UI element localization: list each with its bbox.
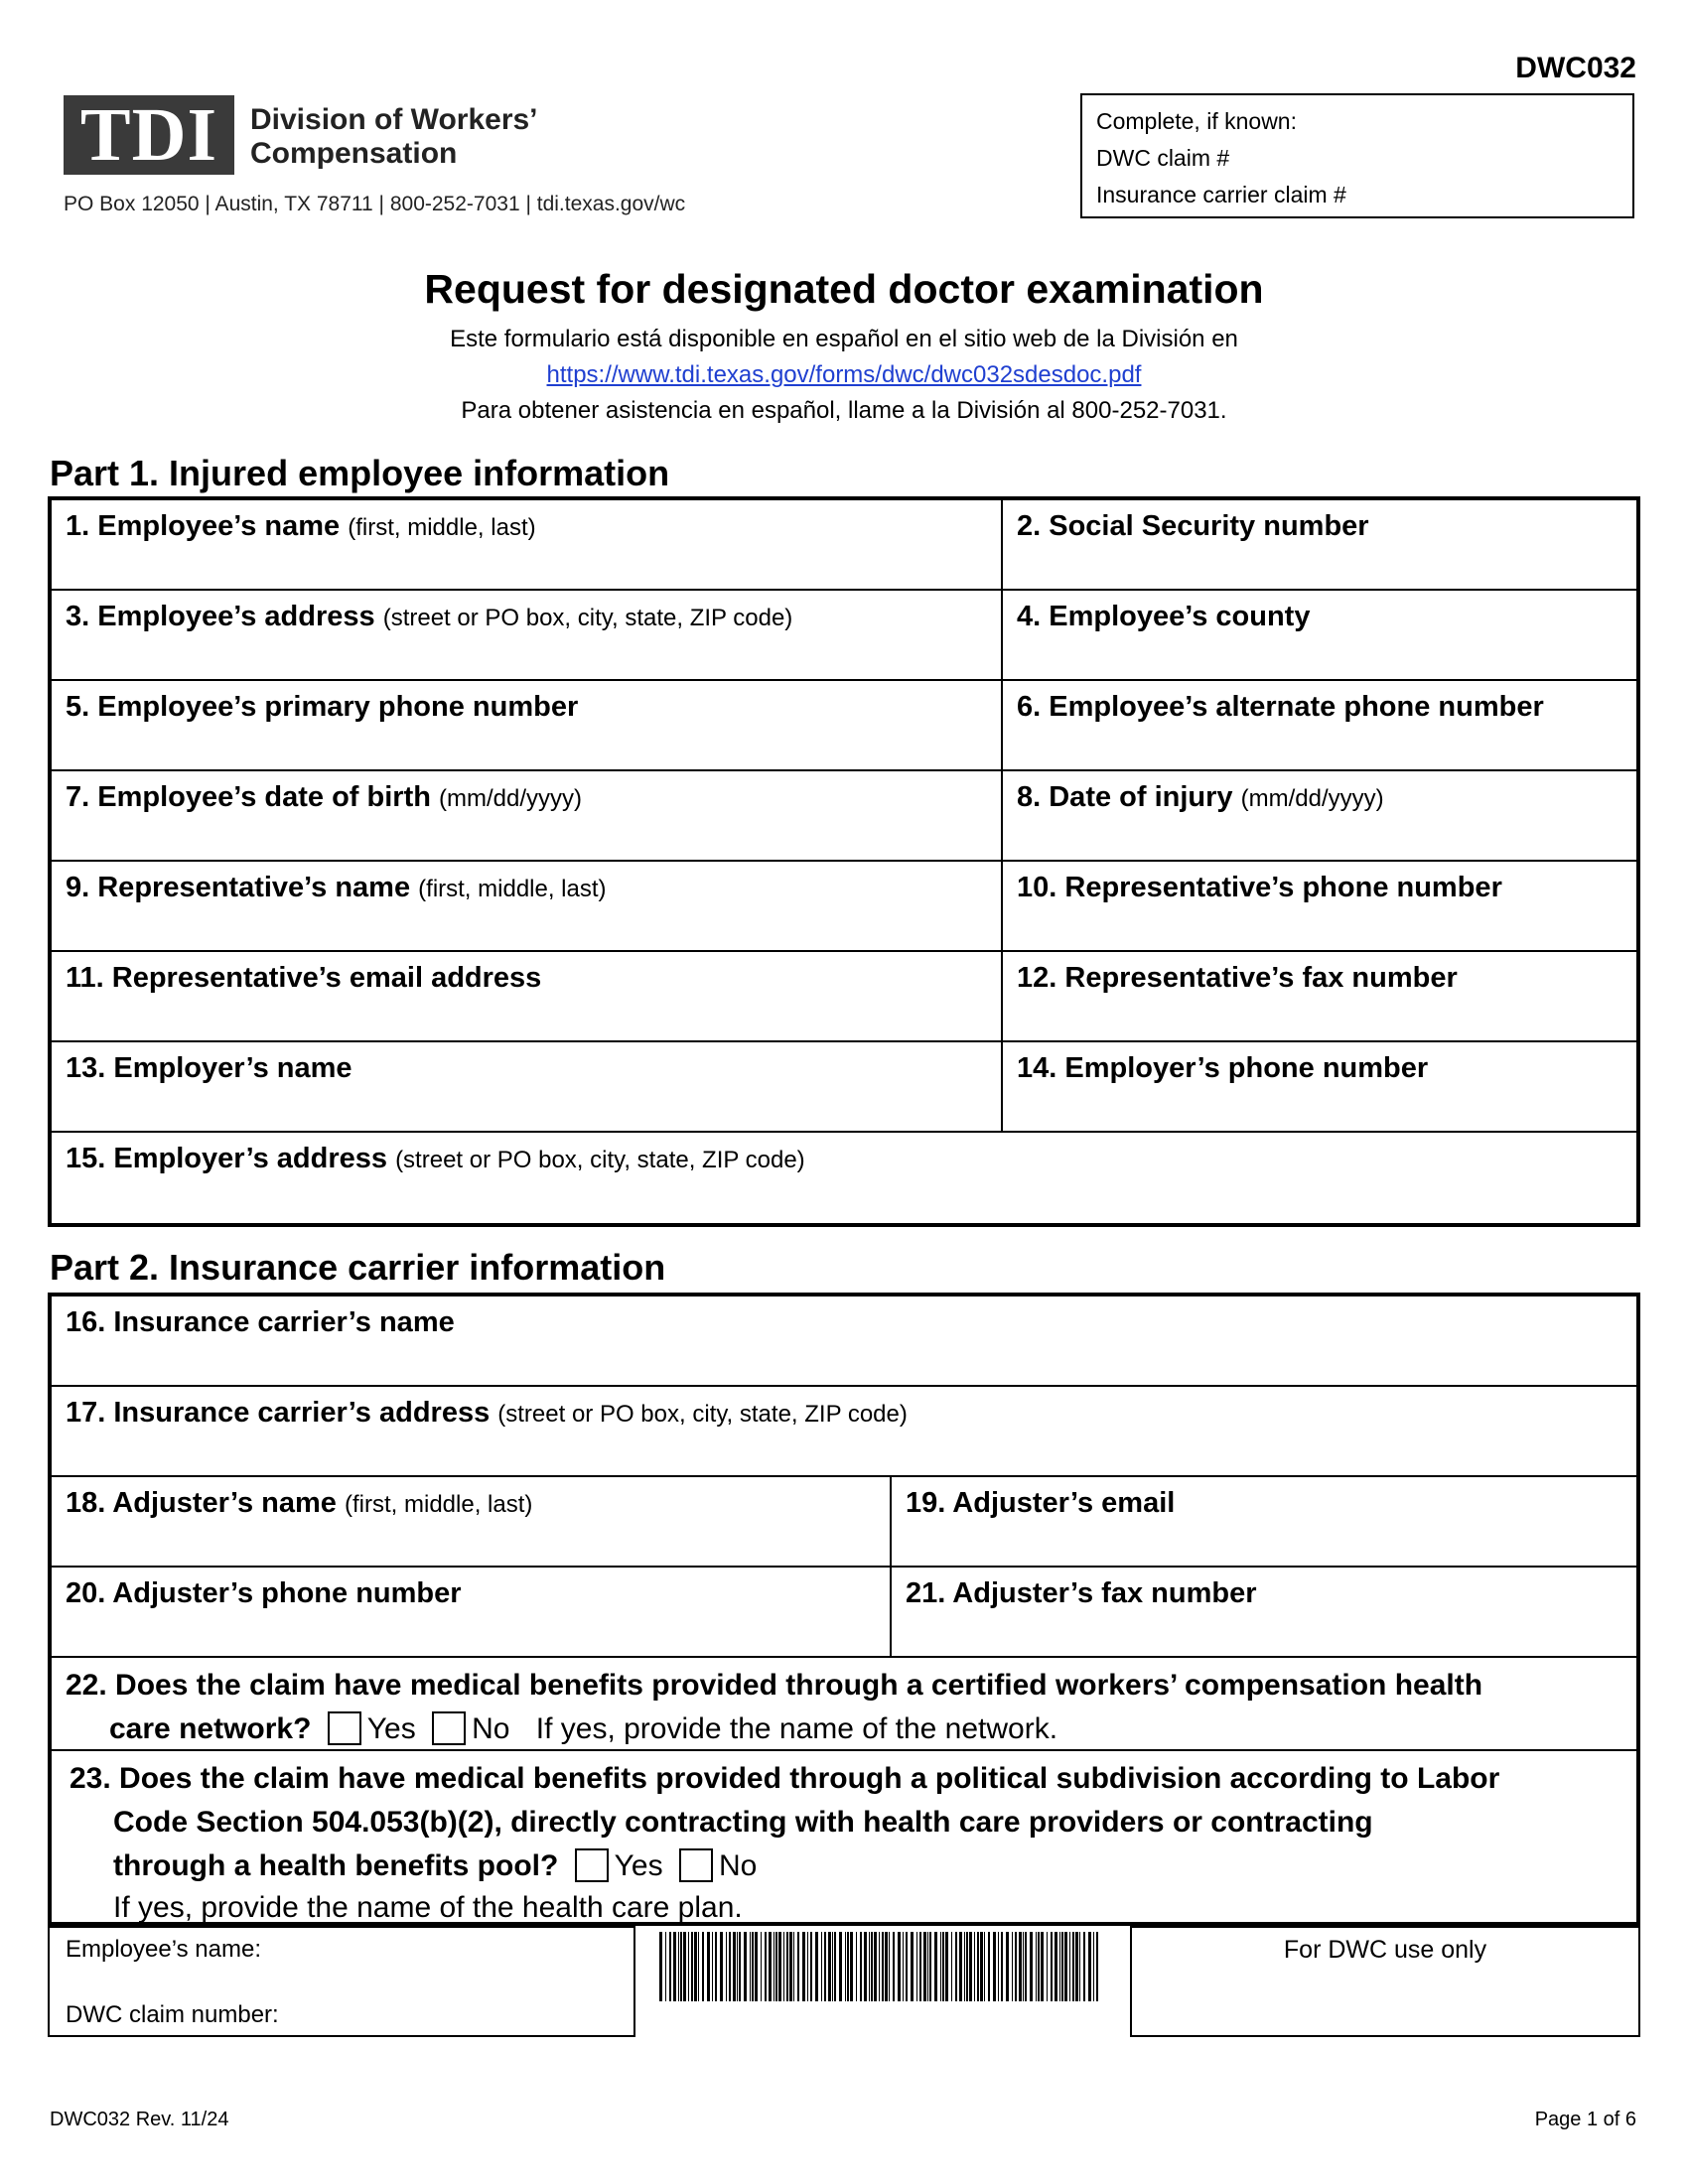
barcode-bar — [673, 1932, 676, 2001]
barcode-bar — [864, 1932, 867, 2001]
field-label: 8. Date of injury — [1017, 781, 1233, 813]
barcode-bar — [739, 1932, 741, 2001]
barcode-bar — [879, 1932, 880, 2001]
employer-phone-field[interactable] — [1003, 1042, 1636, 1133]
q23-no-label: No — [718, 1849, 758, 1882]
footer-employee-box — [48, 1926, 635, 2037]
barcode-bar — [834, 1932, 836, 2001]
barcode-bar — [916, 1932, 917, 2001]
barcode-bar — [959, 1932, 962, 2001]
field-label: 10. Representative’s phone number — [1017, 872, 1502, 903]
barcode-bar — [966, 1932, 968, 2001]
employee-address-field[interactable] — [52, 591, 1003, 681]
barcode-bar — [942, 1932, 944, 2001]
barcode-bar — [1012, 1932, 1013, 2001]
part1-table — [48, 496, 1640, 1227]
q23-yes-checkbox[interactable] — [575, 1848, 609, 1882]
employer-address-field[interactable] — [52, 1133, 1636, 1223]
field-label: 11. Representative’s email address — [66, 962, 542, 994]
barcode-bar — [755, 1932, 758, 2001]
barcode-bar — [850, 1932, 853, 2001]
barcode-bar — [815, 1932, 818, 2001]
claim-info-box — [1080, 93, 1634, 218]
barcode-bar — [702, 1932, 704, 2001]
barcode-bar — [802, 1932, 805, 2001]
dwc-use-only-label: For DWC use only — [1283, 1936, 1487, 1964]
barcode-bar — [669, 1932, 671, 2001]
q22-no-label: No — [472, 1712, 510, 1745]
part2-title: Part 2. Insurance carrier information — [50, 1247, 666, 1288]
barcode-bar — [807, 1932, 808, 2001]
barcode-bar — [778, 1932, 781, 2001]
barcode-bar — [1055, 1932, 1057, 2001]
field-label: 4. Employee’s county — [1017, 601, 1311, 632]
barcode-bar — [1069, 1932, 1070, 2001]
barcode-bar — [1061, 1932, 1063, 2001]
barcode-bar — [869, 1932, 870, 2001]
representative-fax-field[interactable] — [1003, 952, 1636, 1042]
field-label: 7. Employee’s date of birth — [66, 781, 431, 813]
field-label: 14. Employer’s phone number — [1017, 1052, 1429, 1084]
dwc-use-only-box — [1130, 1926, 1640, 2037]
field-label: 18. Adjuster’s name — [66, 1487, 337, 1519]
field-label: 20. Adjuster’s phone number — [66, 1577, 462, 1609]
barcode-bar — [1038, 1932, 1040, 2001]
barcode-bar — [929, 1932, 931, 2001]
q23-line3: through a health benefits pool? — [113, 1849, 559, 1882]
spanish-note: Este formulario está disponible en español en el sitio web de la División en — [450, 326, 1238, 352]
carrier-claim-field[interactable]: Insurance carrier claim # — [1096, 182, 1346, 207]
barcode-bar — [752, 1932, 754, 2001]
question-23 — [52, 1751, 1636, 1922]
barcode-bar — [1093, 1932, 1094, 2001]
field-hint: (street or PO box, city, state, ZIP code) — [395, 1147, 805, 1173]
employer-name-field[interactable] — [52, 1042, 1003, 1133]
field-label: 5. Employee’s primary phone number — [66, 691, 579, 723]
barcode-bar — [744, 1932, 747, 2001]
barcode-bar — [1006, 1932, 1009, 2001]
barcode-bar — [680, 1932, 682, 2001]
barcode-bar — [797, 1932, 799, 2001]
barcode-bar — [945, 1932, 948, 2001]
barcode-bar — [688, 1932, 689, 2001]
barcode-bar — [974, 1932, 975, 2001]
spanish-assistance: Para obtener asistencia en español, llame a la División al 800-252-7031. — [461, 397, 1227, 424]
date-of-injury-field[interactable] — [1003, 771, 1636, 862]
barcode-bar — [783, 1932, 784, 2001]
tdi-logo: TDI — [64, 95, 234, 175]
field-hint: (mm/dd/yyyy) — [439, 785, 583, 812]
barcode-bar — [828, 1932, 831, 2001]
adjuster-name-field[interactable] — [52, 1477, 892, 1568]
barcode-bar — [898, 1932, 901, 2001]
barcode-bar — [882, 1932, 884, 2001]
barcode-bar — [737, 1932, 738, 2001]
barcode-bar — [955, 1932, 957, 2001]
barcode-bar — [793, 1932, 794, 2001]
barcode-bar — [691, 1932, 693, 2001]
ssn-field[interactable] — [1003, 500, 1636, 591]
barcode-bar — [729, 1932, 731, 2001]
barcode-bar — [980, 1932, 983, 2001]
q22-followup: If yes, provide the name of the network. — [535, 1712, 1058, 1745]
barcode-bar — [993, 1932, 996, 2001]
barcode-bar — [786, 1932, 788, 2001]
q22-line2: care network? — [109, 1712, 312, 1745]
adjuster-email-field[interactable] — [892, 1477, 1636, 1568]
field-hint: (first, middle, last) — [345, 1491, 533, 1518]
q22-yes-label: Yes — [366, 1712, 416, 1745]
barcode-bar — [750, 1932, 751, 2001]
barcode-bar — [847, 1932, 849, 2001]
barcode-bar — [683, 1932, 686, 2001]
part2-table — [48, 1293, 1640, 1926]
barcode-bar — [1079, 1932, 1080, 2001]
barcode-bar — [969, 1932, 972, 2001]
barcode-bar — [903, 1932, 904, 2001]
field-label: 3. Employee’s address — [66, 601, 375, 632]
barcode-bar — [707, 1932, 710, 2001]
barcode-bar — [712, 1932, 713, 2001]
adjuster-fax-field[interactable] — [892, 1568, 1636, 1658]
barcode-bar — [789, 1932, 792, 2001]
barcode-bar — [1088, 1932, 1091, 2001]
barcode-bar — [694, 1932, 697, 2001]
q23-yes-label: Yes — [614, 1849, 663, 1882]
barcode-bar — [1019, 1932, 1022, 2001]
barcode-bar — [940, 1932, 941, 2001]
carrier-address-field[interactable] — [52, 1387, 1636, 1477]
barcode-bar — [998, 1932, 999, 2001]
barcode-bar — [1083, 1932, 1085, 2001]
barcode-bar — [856, 1932, 857, 2001]
q23-followup: If yes, provide the name of the health care plan. — [113, 1891, 743, 1924]
q22-no-checkbox[interactable] — [432, 1711, 466, 1745]
barcode-bar — [988, 1932, 990, 2001]
form-code: DWC032 — [1515, 52, 1636, 84]
footer-employee-name-label: Employee’s name: — [66, 1936, 261, 1963]
barcode-bar — [769, 1932, 772, 2001]
q22-line2-row — [66, 1707, 1622, 1751]
barcode-bar — [1072, 1932, 1074, 2001]
barcode-bar — [885, 1932, 888, 2001]
field-label: 17. Insurance carrier’s address — [66, 1397, 491, 1429]
q23-no-checkbox[interactable] — [679, 1848, 713, 1882]
field-hint: (street or PO box, city, state, ZIP code) — [382, 605, 793, 631]
barcode-bar — [951, 1932, 952, 2001]
field-hint: (first, middle, last) — [348, 514, 536, 541]
barcode-bar — [665, 1932, 666, 2001]
representative-email-field[interactable] — [52, 952, 1003, 1042]
barcode-bar — [1075, 1932, 1078, 2001]
barcode-bar — [984, 1932, 985, 2001]
barcode-bar — [1064, 1932, 1067, 2001]
field-label: 6. Employee’s alternate phone number — [1017, 691, 1544, 723]
q23-line3-row — [70, 1844, 1622, 1888]
dwc-claim-field[interactable]: DWC claim # — [1096, 145, 1230, 171]
field-label: 2. Social Security number — [1017, 510, 1369, 542]
barcode-bar — [927, 1932, 928, 2001]
barcode-bar — [1036, 1932, 1037, 2001]
question-22 — [52, 1658, 1636, 1751]
representative-phone-field[interactable] — [1003, 862, 1636, 952]
page-number: Page 1 of 6 — [1534, 2109, 1636, 2130]
field-label: 16. Insurance carrier’s name — [66, 1306, 455, 1338]
field-hint: (street or PO box, city, state, ZIP code) — [497, 1401, 908, 1428]
barcode-bar — [874, 1932, 877, 2001]
barcode-bar — [860, 1932, 862, 2001]
revision-label: DWC032 Rev. 11/24 — [50, 2109, 229, 2130]
division-name-line2: Compensation — [250, 137, 458, 170]
spanish-form-link — [0, 361, 1688, 389]
barcode-bar — [733, 1932, 736, 2001]
employee-name-field[interactable] — [52, 500, 1003, 591]
field-label: 21. Adjuster’s fax number — [906, 1577, 1257, 1609]
field-label: 12. Representative’s fax number — [1017, 962, 1458, 994]
barcode-bar — [1041, 1932, 1044, 2001]
barcode-bar — [1025, 1932, 1027, 2001]
date-of-birth-field[interactable] — [52, 771, 1003, 862]
barcode-bar — [1030, 1932, 1033, 2001]
barcode-bar — [726, 1932, 727, 2001]
claim-box-intro: Complete, if known: — [1096, 108, 1297, 134]
barcode-image — [657, 1932, 1104, 2001]
q22-line1: 22. Does the claim have medical benefits provided through a certified workers’ compensation health — [66, 1669, 1483, 1702]
field-label: 19. Adjuster’s email — [906, 1487, 1176, 1519]
barcode-bar — [934, 1932, 937, 2001]
spanish-form-link-text[interactable]: https://www.tdi.texas.gov/forms/dwc/dwc032sdesdoc.pdf — [546, 361, 1142, 388]
barcode-bar — [839, 1932, 842, 2001]
barcode-bar — [964, 1932, 965, 2001]
field-hint: (first, middle, last) — [418, 876, 607, 902]
adjuster-phone-field[interactable] — [52, 1568, 892, 1658]
q22-yes-checkbox[interactable] — [328, 1711, 361, 1745]
barcode-bar — [715, 1932, 717, 2001]
q23-line1: 23. Does the claim have medical benefits provided through a political subdivision according to Labor — [70, 1762, 1500, 1795]
field-label: 1. Employee’s name — [66, 510, 341, 542]
part1-title: Part 1. Injured employee information — [50, 453, 670, 493]
barcode-bar — [919, 1932, 921, 2001]
barcode-bar — [698, 1932, 699, 2001]
barcode-bar — [906, 1932, 908, 2001]
barcode-bar — [893, 1932, 895, 2001]
barcode-bar — [1096, 1932, 1098, 2001]
barcode-bar — [1051, 1932, 1053, 2001]
field-label: 13. Employer’s name — [66, 1052, 352, 1084]
barcode-bar — [810, 1932, 812, 2001]
barcode-bar — [911, 1932, 914, 2001]
barcode-bar — [821, 1932, 822, 2001]
barcode-bar — [871, 1932, 873, 2001]
barcode-bar — [765, 1932, 767, 2001]
contact-line: PO Box 12050 | Austin, TX 78711 | 800-252-7031 | tdi.texas.gov/wc — [64, 193, 686, 215]
alternate-phone-field[interactable] — [1003, 681, 1636, 771]
barcode-bar — [1059, 1932, 1060, 2001]
barcode-bar — [1023, 1932, 1024, 2001]
barcode-bar — [889, 1932, 890, 2001]
barcode-bar — [1047, 1932, 1048, 2001]
field-hint: (mm/dd/yyyy) — [1240, 785, 1384, 812]
barcode-bar — [1001, 1932, 1003, 2001]
primary-phone-field[interactable] — [52, 681, 1003, 771]
barcode-bar — [832, 1932, 833, 2001]
barcode-bar — [1015, 1932, 1017, 2001]
footer-claim-number-label: DWC claim number: — [66, 2001, 279, 2028]
q23-line2: Code Section 504.053(b)(2), directly contracting with health care providers or contracting — [113, 1806, 1373, 1839]
barcode-bar — [775, 1932, 777, 2001]
division-name-line1: Division of Workers’ — [250, 103, 538, 136]
barcode-bar — [845, 1932, 846, 2001]
barcode-bar — [761, 1932, 762, 2001]
barcode-bar — [720, 1932, 723, 2001]
barcode-bar — [977, 1932, 979, 2001]
field-label: 9. Representative’s name — [66, 872, 411, 903]
barcode-bar — [824, 1932, 826, 2001]
representative-name-field[interactable] — [52, 862, 1003, 952]
barcode-bar — [923, 1932, 926, 2001]
field-label: 15. Employer’s address — [66, 1143, 387, 1174]
barcode-bar — [678, 1932, 679, 2001]
barcode-bar — [659, 1932, 662, 2001]
carrier-name-field[interactable] — [52, 1297, 1636, 1387]
form-title: Request for designated doctor examination — [424, 266, 1264, 312]
employee-county-field[interactable] — [1003, 591, 1636, 681]
